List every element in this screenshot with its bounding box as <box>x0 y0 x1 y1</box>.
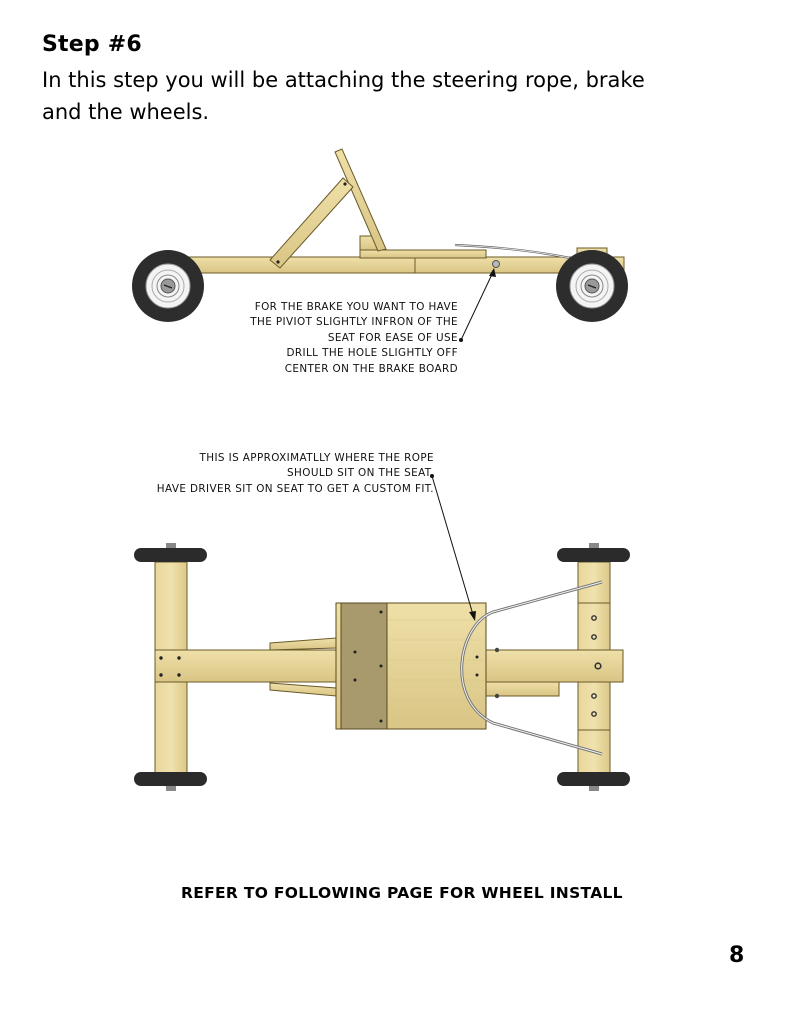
step-title: Step #6 <box>42 32 142 57</box>
front-right-wheel-top <box>557 772 630 791</box>
rope-callout-note <box>86 451 434 497</box>
front-left-wheel-top <box>557 543 630 562</box>
rear-wheel-side <box>132 250 204 322</box>
brake-callout-note <box>200 300 458 377</box>
note-line: SEAT FOR EASE OF USE <box>327 331 458 344</box>
refer-next-page-note: REFER TO FOLLOWING PAGE FOR WHEEL INSTALL <box>181 884 623 902</box>
page-number: 8 <box>729 943 745 968</box>
note-line: FOR THE BRAKE YOU WANT TO HAVE <box>254 301 458 313</box>
rear-right-wheel-top <box>134 772 207 791</box>
intro-line: and the wheels. <box>42 100 210 124</box>
note-line: DRILL THE HOLE SLIGHTLY OFF <box>286 347 458 360</box>
rear-left-wheel-top <box>134 543 207 562</box>
note-line: THIS IS APPROXIMATLLY WHERE THE ROPE <box>199 452 434 464</box>
note-line: SHOULD SIT ON THE SEAT. <box>287 467 434 480</box>
front-wheel-side <box>556 250 628 322</box>
top-view-drawing <box>134 474 630 791</box>
note-line: HAVE DRIVER SIT ON SEAT TO GET A CUSTOM FIT. <box>156 482 434 495</box>
intro-line: In this step you will be attaching the steering rope, brake <box>42 68 645 92</box>
note-line: THE PIVIOT SLIGHTLY INFRON OF THE <box>250 316 458 329</box>
note-line: CENTER ON THE BRAKE BOARD <box>284 362 458 375</box>
